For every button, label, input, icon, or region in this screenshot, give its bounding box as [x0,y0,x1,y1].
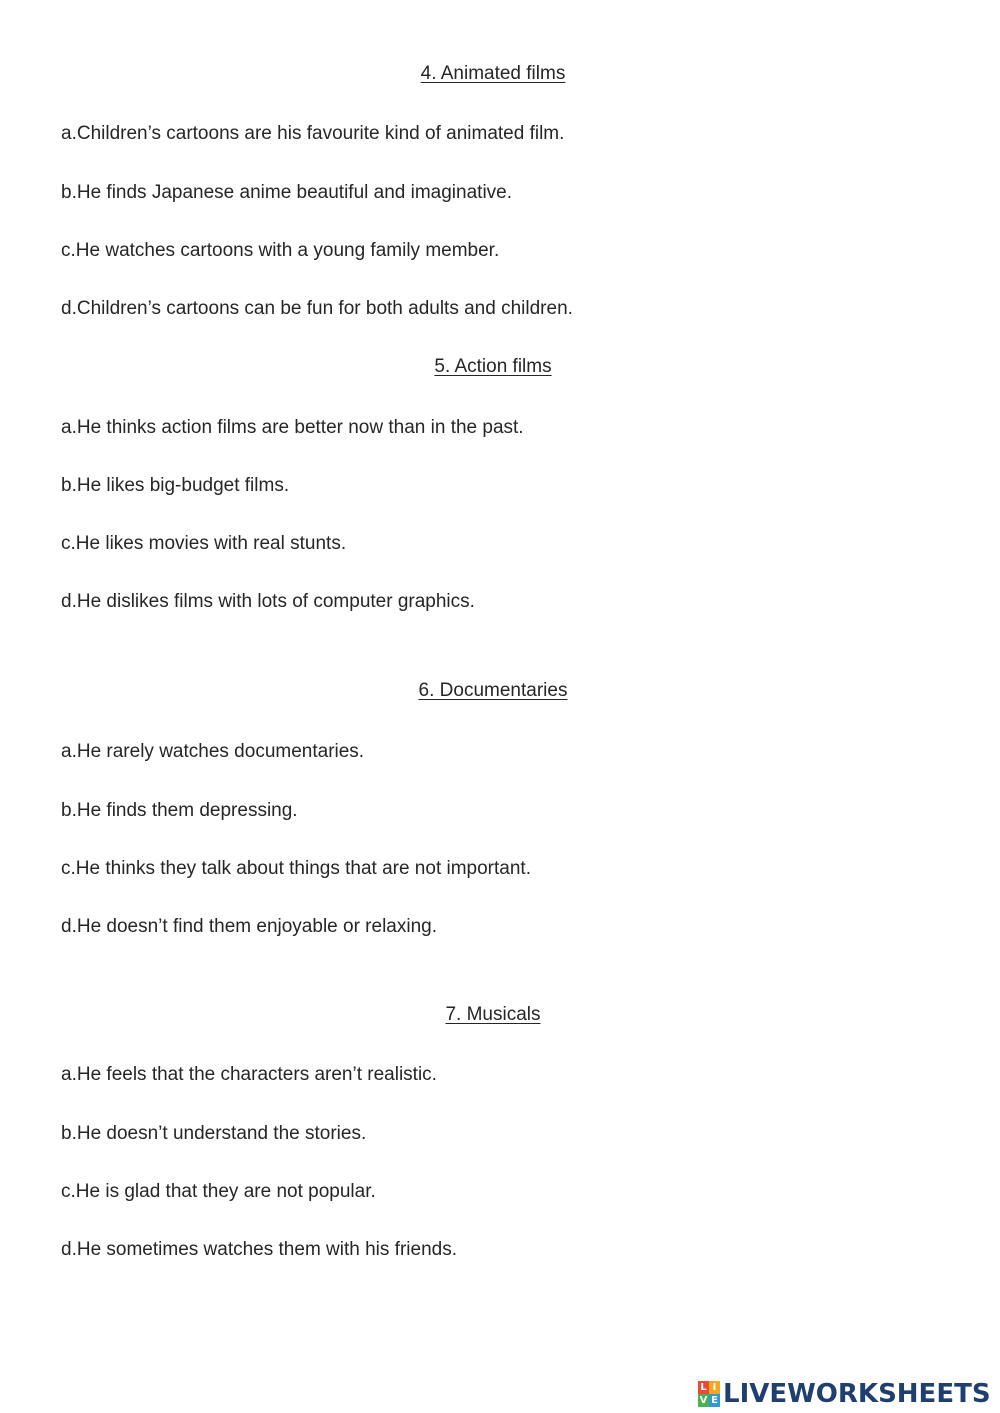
section-7-heading: 7. Musicals [445,1004,541,1025]
logo-letter-e: E [709,1394,720,1407]
logo-letter-v: V [699,1395,708,1406]
section-5-heading: 5. Action films [434,356,552,377]
section-4-option-a: a.Children’s cartoons are his favourite kind of animated film. [61,123,565,144]
section-5-option-b: b.He likes big-budget films. [61,475,290,496]
section-7-option-c: c.He is glad that they are not popular. [61,1181,376,1202]
section-5-option-c: c.He likes movies with real stunts. [61,533,347,554]
section-5-option-d: d.He dislikes films with lots of computer graphics. [61,591,475,612]
section-6-option-d: d.He doesn’t find them enjoyable or relaxing. [61,916,438,937]
logo-letter-l: L [698,1381,709,1394]
liveworksheets-logo-text: LIVEWORKSHEETS [723,1379,991,1409]
section-6-option-a: a.He rarely watches documentaries. [61,741,365,762]
liveworksheets-logo-icon [698,1381,720,1407]
liveworksheets-logo[interactable] [698,1379,991,1409]
section-4-option-c: c.He watches cartoons with a young family member. [61,240,500,261]
section-5-option-a: a.He thinks action films are better now than in the past. [61,417,524,438]
section-6-option-b: b.He finds them depressing. [61,800,298,821]
section-6-heading: 6. Documentaries [418,680,568,701]
section-7-option-d: d.He sometimes watches them with his friends. [61,1239,457,1260]
section-4-heading: 4. Animated films [420,63,566,84]
section-7-option-a: a.He feels that the characters aren’t realistic. [61,1064,437,1085]
logo-letter-i: I [709,1381,720,1394]
section-6-option-c: c.He thinks they talk about things that are not important. [61,858,531,879]
section-4-option-b: b.He finds Japanese anime beautiful and imaginative. [61,182,513,203]
section-7-option-b: b.He doesn’t understand the stories. [61,1123,367,1144]
section-4-option-d: d.Children’s cartoons can be fun for both adults and children. [61,298,573,319]
